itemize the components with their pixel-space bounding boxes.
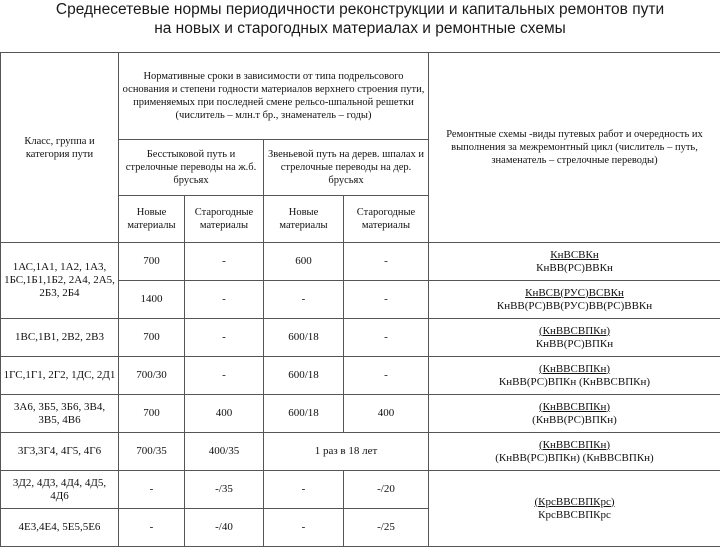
value-cell: 700/35 xyxy=(119,433,185,471)
scheme-numerator: КнВСВ(РУС)ВСВКн xyxy=(431,287,718,300)
table-row xyxy=(1,319,720,357)
scheme-denominator: КнВВ(РС)ВВ(РУС)ВВ(РС)ВВКн xyxy=(431,300,718,313)
scheme-denominator: (КнВВ(РС)ВПКн) xyxy=(431,414,718,427)
header-jointless: Бесстыковой путь и стрелочные переводы на ж.б. брусьях xyxy=(119,140,264,196)
class-cell: 3Д2, 4Д3, 4Д4, 4Д5, 4Д6 xyxy=(1,471,119,509)
value-cell: - xyxy=(119,509,185,547)
scheme-numerator: (КнВВСВПКн) xyxy=(431,363,718,376)
class-cell: 3А6, 3Б5, 3Б6, 3В4, 3В5, 4В6 xyxy=(1,395,119,433)
value-cell: 400/35 xyxy=(185,433,264,471)
value-cell: - xyxy=(119,471,185,509)
value-cell: 600 xyxy=(264,243,344,281)
page-title xyxy=(0,0,720,38)
value-cell: - xyxy=(264,471,344,509)
header-schemes: Ремонтные схемы -виды путевых работ и очередность их выполнения за межремонтный цикл (числитель – путь, знаменатель – стрелочные переводы) xyxy=(429,53,720,243)
norms-table xyxy=(0,52,720,547)
scheme-numerator: (КрсВВСВПКрс) xyxy=(431,496,718,509)
scheme-numerator: (КнВВСВПКн) xyxy=(431,325,718,338)
value-cell: -/20 xyxy=(344,471,429,509)
value-cell: - xyxy=(264,509,344,547)
value-cell: 600/18 xyxy=(264,395,344,433)
value-cell: 700 xyxy=(119,395,185,433)
table-row xyxy=(1,433,720,471)
scheme-cell xyxy=(429,319,720,357)
value-cell: - xyxy=(185,357,264,395)
class-cell: 3Г3,3Г4, 4Г5, 4Г6 xyxy=(1,433,119,471)
scheme-numerator: (КнВВСВПКн) xyxy=(431,401,718,414)
scheme-denominator: КнВВ(РС)ВПКн (КнВВСВПКн) xyxy=(431,376,718,389)
scheme-denominator: КнВВ(РС)ВВКн xyxy=(431,262,718,275)
value-cell: 400 xyxy=(185,395,264,433)
value-cell: - xyxy=(185,319,264,357)
value-cell: 700 xyxy=(119,319,185,357)
value-cell: - xyxy=(344,243,429,281)
header-new-2: Новые материалы xyxy=(264,196,344,243)
class-cell: 1АС,1А1, 1А2, 1А3, 1БС,1Б1,1Б2, 2А4, 2А5, 2Б3, 2Б4 xyxy=(1,243,119,319)
header-jointed: Звеньевой путь на дерев. шпалах и стрелочные переводы на дер. брусьях xyxy=(264,140,429,196)
scheme-denominator: КрсВВСВПКрс xyxy=(431,509,718,522)
scheme-cell xyxy=(429,357,720,395)
value-cell: - xyxy=(264,281,344,319)
header-new-1: Новые материалы xyxy=(119,196,185,243)
class-cell: 1ГС,1Г1, 2Г2, 1ДС, 2Д1 xyxy=(1,357,119,395)
scheme-cell xyxy=(429,281,720,319)
value-cell: - xyxy=(344,281,429,319)
scheme-cell xyxy=(429,395,720,433)
value-cell: - xyxy=(185,281,264,319)
header-old-2: Старогодные материалы xyxy=(344,196,429,243)
value-cell: - xyxy=(185,243,264,281)
value-cell: 400 xyxy=(344,395,429,433)
value-cell: - xyxy=(344,319,429,357)
scheme-numerator: КнВСВКн xyxy=(431,249,718,262)
value-cell: 600/18 xyxy=(264,357,344,395)
scheme-cell xyxy=(429,471,720,547)
table-row xyxy=(1,357,720,395)
scheme-numerator: (КнВВСВПКн) xyxy=(431,439,718,452)
header-old-1: Старогодные материалы xyxy=(185,196,264,243)
table-row xyxy=(1,395,720,433)
header-class: Класс, группа и категория пути xyxy=(1,53,119,243)
scheme-denominator: (КнВВ(РС)ВПКн) (КнВВСВПКн) xyxy=(431,452,718,465)
value-cell: 700 xyxy=(119,243,185,281)
value-cell: -/40 xyxy=(185,509,264,547)
scheme-cell xyxy=(429,243,720,281)
header-norms: Нормативные сроки в зависимости от типа подрельсового основания и степени годности материалов верхнего строения пути, применяемых при последней смене рельсо-шпальной решетки (числитель – млн.т бр., знаменатель – годы) xyxy=(119,53,429,140)
value-cell: 700/30 xyxy=(119,357,185,395)
table-row xyxy=(1,243,720,281)
value-cell: 1400 xyxy=(119,281,185,319)
scheme-cell xyxy=(429,433,720,471)
title-line-1: Среднесетевые нормы периодичности реконструкции и капитальных ремонтов пути xyxy=(0,0,720,19)
value-cell: -/25 xyxy=(344,509,429,547)
class-cell: 4Е3,4Е4, 5Е5,5Е6 xyxy=(1,509,119,547)
value-cell: -/35 xyxy=(185,471,264,509)
scheme-denominator: КнВВ(РС)ВПКн xyxy=(431,338,718,351)
class-cell: 1ВС,1В1, 2В2, 2В3 xyxy=(1,319,119,357)
value-cell-merged: 1 раз в 18 лет xyxy=(264,433,429,471)
value-cell: - xyxy=(344,357,429,395)
table-row xyxy=(1,471,720,509)
value-cell: 600/18 xyxy=(264,319,344,357)
title-line-2: на новых и старогодных материалах и ремонтные схемы xyxy=(0,19,720,38)
